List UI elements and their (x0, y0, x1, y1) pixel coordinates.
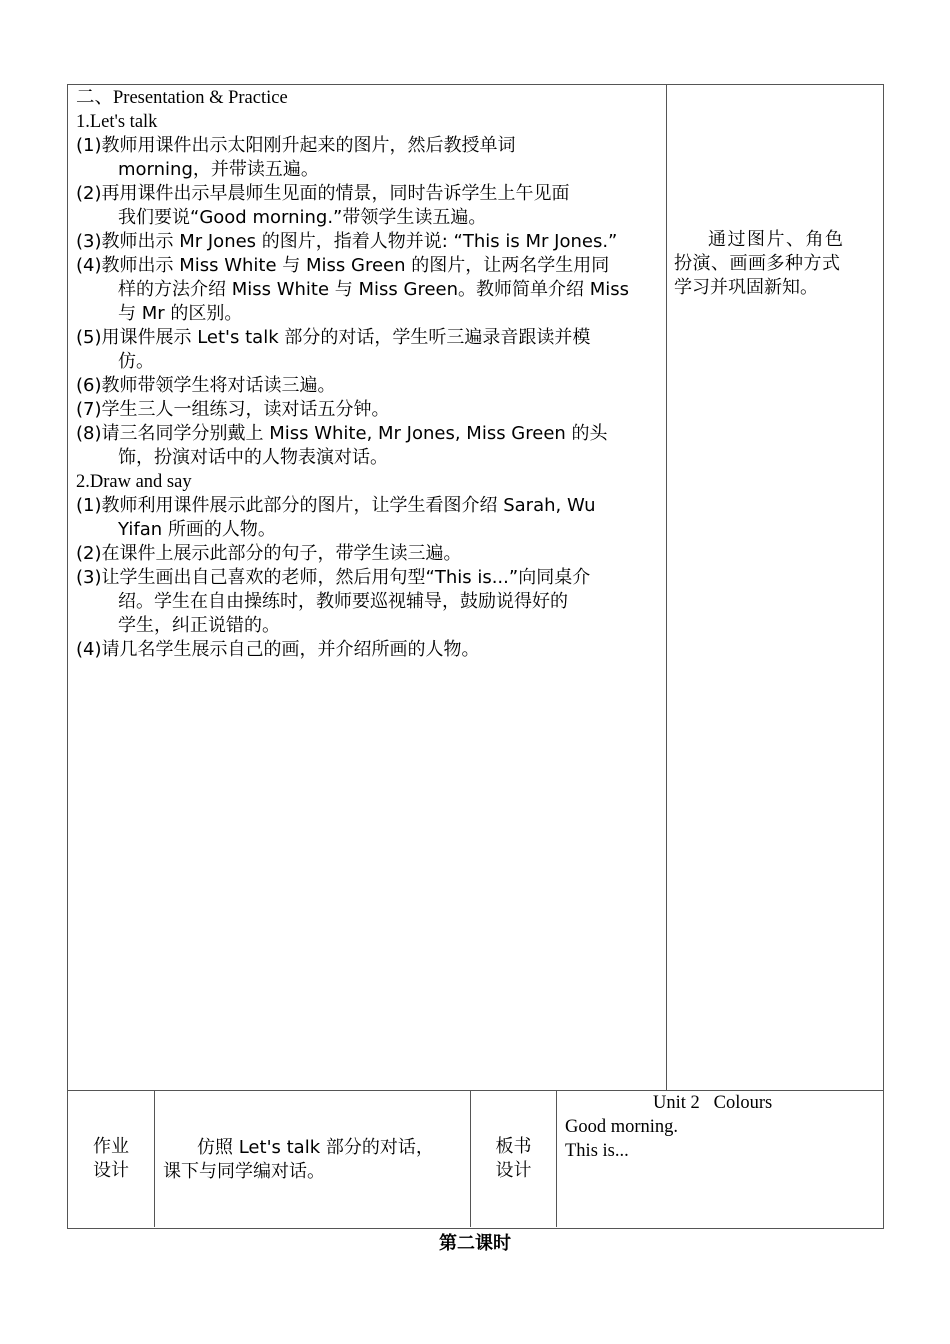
board-line: This is... (565, 1141, 629, 1161)
intent-text: 学习并巩固新知。 (674, 277, 818, 298)
column-divider (666, 84, 667, 1090)
step-text: 我们要说“Good morning.”带领学生读五遍。 (118, 207, 487, 228)
step-text: 与 Mr 的区别。 (118, 303, 243, 324)
step-text: (2)再用课件出示早晨师生见面的情景，同时告诉学生上午见面 (76, 183, 570, 204)
step-text: (2)在课件上展示此部分的句子，带学生读三遍。 (76, 543, 462, 564)
step-text: 绍。学生在自由操练时，教师要巡视辅导，鼓励说得好的 (118, 591, 568, 612)
step-text: (1)教师利用课件展示此部分的图片，让学生看图介绍 Sarah, Wu (76, 495, 596, 516)
step-text: morning，并带读五遍。 (118, 159, 319, 180)
draw-and-say-title: 2.Draw and say (76, 472, 192, 492)
step-text: 样的方法介绍 Miss White 与 Miss Green。教师简单介绍 Miss (118, 279, 630, 300)
step-text: (4)教师出示 Miss White 与 Miss Green 的图片，让两名学生用同 (76, 255, 610, 276)
step-text: 学生，纠正说错的。 (118, 615, 280, 636)
section-heading: 二、Presentation & Practice (76, 88, 288, 108)
let-s-talk-title: 1.Let's talk (76, 112, 158, 132)
step-text: (5)用课件展示 Let's talk 部分的对话，学生听三遍录音跟读并模 (76, 327, 591, 348)
board-line: Good morning. (565, 1117, 679, 1137)
board-label-divider (556, 1090, 557, 1227)
intent-text: 通过图片、角色 (708, 229, 845, 250)
procedure-cell (76, 86, 664, 662)
lesson-caption: 第二课时 (439, 1233, 511, 1254)
homework-label-divider (154, 1090, 155, 1227)
board-design-content (565, 1091, 879, 1163)
step-text: (4)请几名学生展示自己的画，并介绍所画的人物。 (76, 639, 480, 660)
step-text: (3)让学生画出自己喜欢的老师，然后用句型“This is...”向同桌介 (76, 567, 591, 588)
board-title: Unit 2 Colours (653, 1093, 773, 1113)
intent-cell (674, 228, 878, 300)
board-design-label: 板书 设计 (495, 1136, 532, 1181)
homework-label: 作业 设计 (93, 1136, 129, 1181)
step-text: (6)教师带领学生将对话读三遍。 (76, 375, 336, 396)
step-text: (3)教师出示 Mr Jones 的图片，指着人物并说: “This is Mr Jones.” (76, 231, 618, 252)
step-text: (7)学生三人一组练习，读对话五分钟。 (76, 399, 390, 420)
step-text: 仿。 (118, 351, 154, 372)
step-text: Yifan 所画的人物。 (118, 519, 276, 540)
homework-content: 仿照 Let's talk 部分的对话， 课下与同学编对话。 (163, 1137, 434, 1182)
step-text: 饰，扮演对话中的人物表演对话。 (118, 447, 388, 468)
step-text: (1)教师用课件出示太阳刚升起来的图片，然后教授单词 (76, 135, 516, 156)
intent-text: 扮演、画画多种方式 (674, 253, 841, 274)
step-text: (8)请三名同学分别戴上 Miss White, Mr Jones, Miss Green 的头 (76, 423, 608, 444)
